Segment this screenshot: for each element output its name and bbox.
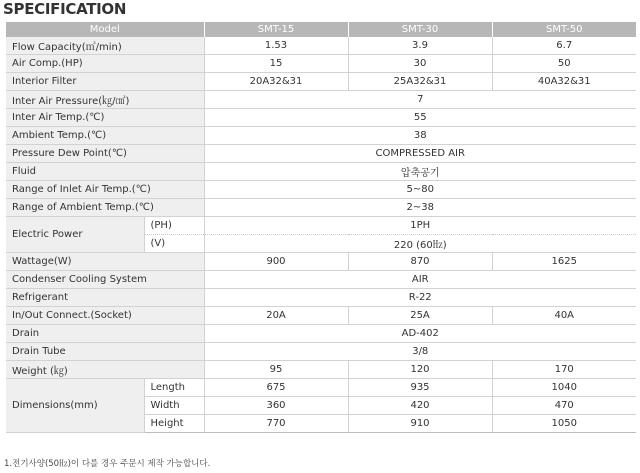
table-row <box>6 73 636 91</box>
table-row <box>6 325 636 343</box>
page-title: SPECIFICATION <box>3 0 127 18</box>
cell-value: 1050 <box>492 415 636 433</box>
cell-value: 5~80 <box>204 181 636 199</box>
table-row <box>6 163 636 181</box>
row-label-filter: Interior Filter <box>6 73 204 91</box>
row-label-wattage: Wattage(W) <box>6 253 204 271</box>
cell-value: 120 <box>348 361 492 379</box>
row-label-ambient: Ambient Temp.(℃) <box>6 127 204 145</box>
cell-value: 30 <box>348 55 492 73</box>
cell-value: 55 <box>204 109 636 127</box>
footnote: 1.전기사양(50㎐)이 다를 경우 주문시 제작 가능합니다. <box>4 459 211 469</box>
table-row <box>6 271 636 289</box>
table-row <box>6 379 636 397</box>
table-row <box>6 181 636 199</box>
cell-value: 40A32&31 <box>492 73 636 91</box>
cell-value: 20A <box>204 307 348 325</box>
table-row <box>6 37 636 55</box>
row-label-aircomp: Air Comp.(HP) <box>6 55 204 73</box>
row-label-dewpoint: Pressure Dew Point(℃) <box>6 145 204 163</box>
cell-value: 25A32&31 <box>348 73 492 91</box>
sub-label-v: (V) <box>144 235 204 253</box>
cell-value: 170 <box>492 361 636 379</box>
header-smt-50: SMT-50 <box>492 22 636 37</box>
cell-value: 38 <box>204 127 636 145</box>
cell-value: 1PH <box>204 217 636 235</box>
cell-value: 15 <box>204 55 348 73</box>
table-row <box>6 55 636 73</box>
row-label-power: Electric Power <box>6 217 144 253</box>
row-label-fluid: Fluid <box>6 163 204 181</box>
row-label-weight: Weight (㎏) <box>6 361 204 379</box>
cell-value: COMPRESSED AIR <box>204 145 636 163</box>
table-row <box>6 91 636 109</box>
table-row <box>6 307 636 325</box>
cell-value: 900 <box>204 253 348 271</box>
table-row <box>6 127 636 145</box>
row-label-condenser: Condenser Cooling System <box>6 271 204 289</box>
cell-value: 20A32&31 <box>204 73 348 91</box>
sub-label-width: Width <box>144 397 204 415</box>
row-label-ambrange: Range of Ambient Temp.(℃) <box>6 199 204 217</box>
table-row <box>6 343 636 361</box>
spec-table <box>6 22 636 433</box>
cell-value: 압축공기 <box>204 163 636 181</box>
row-label-connect: In/Out Connect.(Socket) <box>6 307 204 325</box>
cell-value: 3.9 <box>348 37 492 55</box>
sub-label-length: Length <box>144 379 204 397</box>
row-label-inletrange: Range of Inlet Air Temp.(℃) <box>6 181 204 199</box>
cell-value: AD-402 <box>204 325 636 343</box>
row-label-pressure: Inter Air Pressure(㎏/㎠) <box>6 91 204 109</box>
cell-value: 220 (60㎐) <box>204 235 636 253</box>
table-row <box>6 361 636 379</box>
cell-value: 935 <box>348 379 492 397</box>
table-row <box>6 217 636 235</box>
cell-value: 420 <box>348 397 492 415</box>
sub-label-ph: (PH) <box>144 217 204 235</box>
cell-value: 770 <box>204 415 348 433</box>
cell-value: 50 <box>492 55 636 73</box>
cell-value: 3/8 <box>204 343 636 361</box>
table-row <box>6 109 636 127</box>
cell-value: 675 <box>204 379 348 397</box>
header-model: Model <box>6 22 204 37</box>
cell-value: 1040 <box>492 379 636 397</box>
table-row <box>6 253 636 271</box>
cell-value: AIR <box>204 271 636 289</box>
row-label-draintube: Drain Tube <box>6 343 204 361</box>
cell-value: 470 <box>492 397 636 415</box>
cell-value: 2~38 <box>204 199 636 217</box>
row-label-flow: Flow Capacity(㎥/min) <box>6 37 204 55</box>
row-label-drain: Drain <box>6 325 204 343</box>
cell-value: 910 <box>348 415 492 433</box>
sub-label-height: Height <box>144 415 204 433</box>
row-label-dimensions: Dimensions(mm) <box>6 379 144 433</box>
table-row <box>6 289 636 307</box>
cell-value: 870 <box>348 253 492 271</box>
cell-value: 6.7 <box>492 37 636 55</box>
header-smt-15: SMT-15 <box>204 22 348 37</box>
cell-value: 1.53 <box>204 37 348 55</box>
cell-value: 25A <box>348 307 492 325</box>
cell-value: 40A <box>492 307 636 325</box>
table-row <box>6 199 636 217</box>
table-header-row <box>6 22 636 37</box>
header-smt-30: SMT-30 <box>348 22 492 37</box>
cell-value: R-22 <box>204 289 636 307</box>
row-label-airtemp: Inter Air Temp.(℃) <box>6 109 204 127</box>
cell-value: 360 <box>204 397 348 415</box>
row-label-refrigerant: Refrigerant <box>6 289 204 307</box>
table-row <box>6 145 636 163</box>
cell-value: 95 <box>204 361 348 379</box>
cell-value: 1625 <box>492 253 636 271</box>
cell-value: 7 <box>204 91 636 109</box>
